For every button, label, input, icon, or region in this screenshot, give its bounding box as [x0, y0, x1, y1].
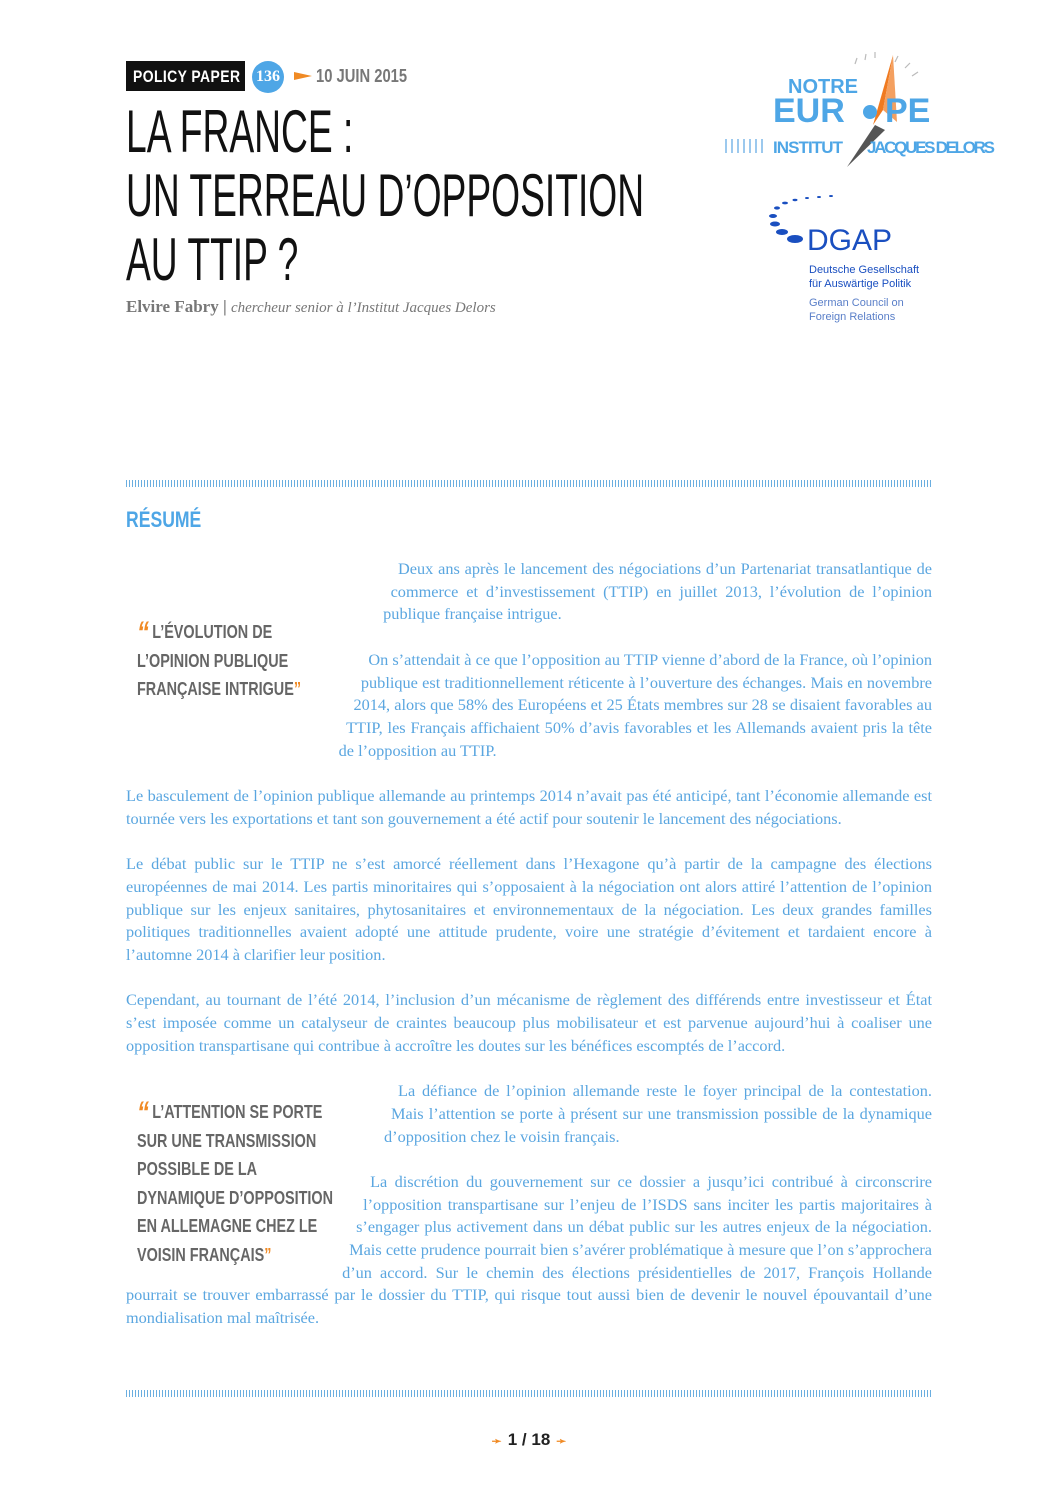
quote-line: DYNAMIQUE D’OPPOSITION — [137, 1187, 334, 1208]
quote-line: EN ALLEMAGNE CHEZ LE — [137, 1216, 318, 1237]
page-number — [0, 1430, 1058, 1450]
divider — [126, 480, 932, 487]
badge-label: POLICY PAPER — [133, 67, 241, 86]
summary-body — [126, 558, 932, 1353]
paragraph: La défiance de l’opinion allemande reste le foyer principal de la contestation. Mais l’attention se porte à présent sur une transmission possible de la dynamique d’opposition chez le voisin français. — [384, 1081, 932, 1146]
quote-close-icon: ” — [293, 679, 302, 699]
author-name: Elvire Fabry — [126, 297, 219, 316]
dgap-logo — [765, 190, 945, 330]
title-line: UN TERREAU D’OPPOSITION — [126, 162, 645, 229]
svg-text:DGAP: DGAP — [807, 224, 893, 257]
pull-quote-area — [126, 558, 401, 763]
paragraph: Le basculement de l’opinion publique allemande au printemps 2014 n’avait pas été anticipé, tant l’économie allemande est tournée vers les exportations et tant son gouvernement a été actif pour soutenir le lancement des négociations. — [126, 786, 932, 828]
quote-open-icon: “ — [137, 616, 149, 649]
quote-line: FRANÇAISE INTRIGUE — [137, 679, 294, 699]
title-line: LA FRANCE : — [126, 98, 354, 165]
svg-text:Deutsche Gesellschaft: Deutsche Gesellschaft — [809, 264, 920, 276]
quote-line: L’ATTENTION SE PORTE — [152, 1102, 323, 1123]
arrow-icon: ➛ — [556, 1434, 567, 1448]
quote-close-icon: ” — [264, 1244, 272, 1265]
title-line: AU TTIP ? — [126, 226, 299, 293]
total-pages: 18 — [531, 1430, 551, 1449]
svg-text:für Auswärtige Politik: für Auswärtige Politik — [809, 278, 912, 290]
paper-number: 136 — [252, 61, 284, 93]
policy-paper-badge — [126, 61, 245, 91]
separator: | — [222, 297, 227, 316]
paragraph: On s’attendait à ce que l’opposition au TTIP vienne d’abord de la France, où l’opinion publique est traditionnellement réticente à l’ouverture des échanges. Mais en novembre 2014, alors que 58% des Européens et 25 États membres sur 28 se disaient favorables au TTIP, les Français affichaient 50% d’avis favorables et les Allemands avaient pris la tête de l’opposition au TTIP. — [338, 649, 932, 760]
author-role: chercheur senior à l’Institut Jacques Delors — [230, 300, 496, 316]
paragraph: Cependant, au tournant de l’été 2014, l’inclusion d’un mécanisme de règlement des différends entre investisseur et État s’est imposée comme un catalyseur de craintes beaucoup plus mobilisateur et est parvenue aujourd’hui à coaliser une opposition transpartisane qui contribue à accroître les doutes sur les bénéfices escomptés de l’accord. — [126, 990, 932, 1055]
quote-line: POSSIBLE DE LA — [137, 1159, 258, 1180]
svg-text:JACQUES DELORS: JACQUES DELORS — [867, 138, 995, 157]
quote-line: SUR UNE TRANSMISSION — [137, 1130, 317, 1151]
svg-text:INSTITUT: INSTITUT — [773, 138, 843, 157]
svg-text:Foreign Relations: Foreign Relations — [809, 311, 896, 323]
svg-text:NOTRE: NOTRE — [788, 76, 858, 98]
divider — [126, 1390, 932, 1397]
pull-quote — [137, 618, 301, 704]
quote-line: L’ÉVOLUTION DE — [152, 622, 273, 642]
current-page: 1 — [507, 1430, 518, 1449]
quote-line: L’OPINION PUBLIQUE — [137, 650, 289, 671]
svg-text:German Council on: German Council on — [809, 297, 904, 309]
paragraph: Le débat public sur le TTIP ne s’est amorcé réellement dans l’Hexagone qu’à partir de la campagne des élections européennes de mai 2014. Les partis minoritaires qui s’opposaient à la négociation ont alors attiré l’attention de l’opinion publique sur les enjeux sanitaires, phytosanitaires et environnementaux de la négociation. Les deux grandes familles politiques traditionnelles avaient adopté une attitude prudente, voire une stratégie d’évitement et tardaient encore à l’automne 2014 à clarifier leur position. — [126, 854, 932, 964]
author-line — [126, 297, 496, 317]
svg-text:EUR: EUR — [773, 92, 845, 130]
paragraph: La discrétion du gouvernement sur ce dossier a jusqu’ici contribué à circonscrire l’opposition transpartisane sur l’enjeu de l’ISDS sans inciter les partis majoritaires à s’engager plus activement dans un débat public sur les autres enjeux de la négociation. Mais cette prudence pourrait bien s’avérer problématique à mesure que l’on s’approchera d’un accord. Sur le chemin des élections présidentielles de 2017, François Hollande pourrait se trouver embarrassé par le dossier du TTIP, qui risque tout aussi bien de devenir le nouvel épouvantail d’une mondialisation mal maîtrisée. — [126, 1171, 932, 1328]
notre-europe-logo — [715, 50, 1005, 180]
arrow-icon: ➛ — [491, 1434, 502, 1448]
pull-quote — [137, 1098, 333, 1269]
quote-line: VOISIN FRANÇAIS — [137, 1244, 265, 1265]
svg-text:PE: PE — [885, 92, 931, 130]
section-title: RÉSUMÉ — [126, 507, 202, 532]
publication-date: 10 JUIN 2015 — [316, 66, 408, 86]
pull-quote-area — [126, 1080, 401, 1275]
arrow-icon — [294, 72, 312, 80]
quote-open-icon: “ — [137, 1096, 149, 1130]
page-separator: / — [521, 1430, 527, 1449]
page-title — [126, 100, 646, 292]
paragraph: Deux ans après le lancement des négociations d’un Partenariat transatlantique de commerce et d’investissement (TTIP) en juillet 2013, l’évolution de l’opinion publique française intrigue. — [383, 559, 932, 624]
